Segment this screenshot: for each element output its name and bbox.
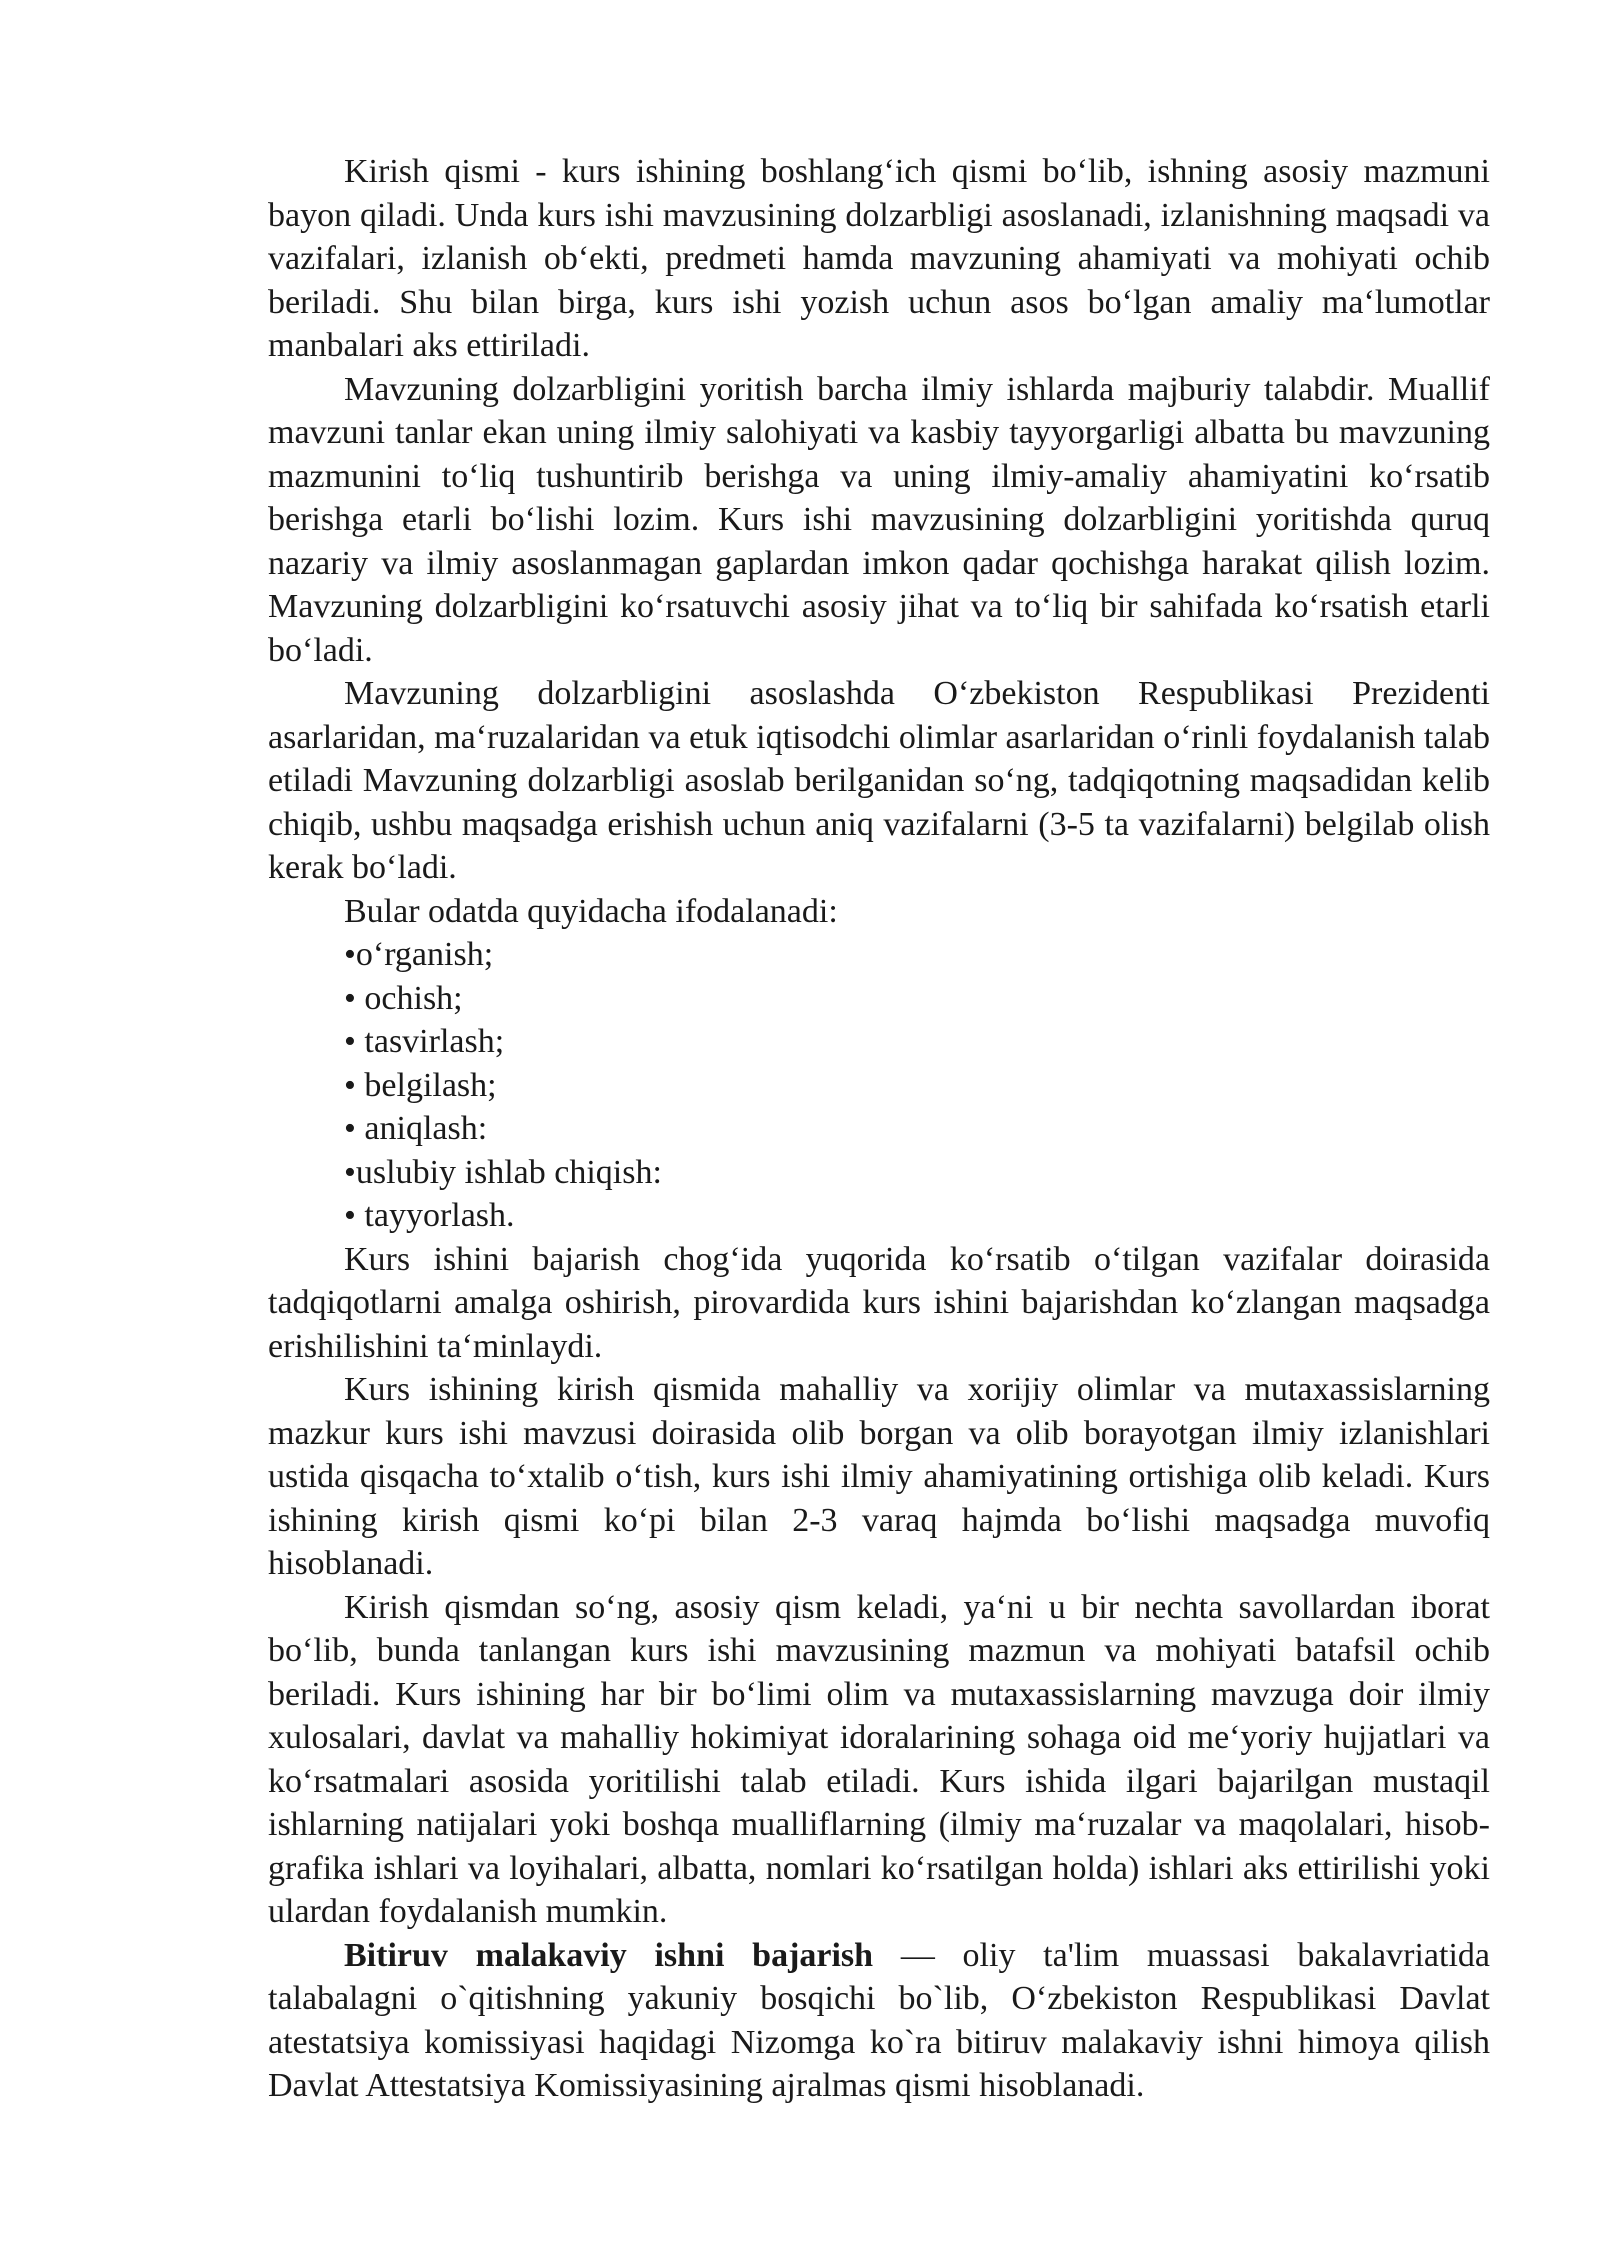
paragraph-introduction-scope: Kurs ishining kirish qismida mahalliy va xorijiy olimlar va mutaxassislarning mazkur kurs ishi mavzusi doirasida olib borgan va olib borayotgan ilmiy izlanishlari ustida qisqacha to‘xtalib o‘tish, kurs ishi ilmiy ahamiyatining ortishiga olib keladi. Kurs ishining kirish qismi ko‘pi bilan 2-3 varaq hajmda bo‘lishi maqsadga muvofiq hisoblanadi. xyxy=(268,1371,1490,1582)
task-list xyxy=(268,933,1490,1238)
paragraph-relevance: Mavzuning dolzarbligini yoritish barcha ilmiy ishlarda majburiy talabdir. Muallif mavzuni tanlar ekan uning ilmiy salohiyati va kasbiy tayyorgarligi albatta bu mavzuning mazmunini to‘liq tushuntirib berishga va uning ilmiy-amaliy ahamiyatini ko‘rsatib berishga etarli bo‘lishi lozim. Kurs ishi mavzusining dolzarbligini yoritishda quruq nazariy va ilmiy asoslanmagan gaplardan imkon qadar qochishga harakat qilish lozim. Mavzuning dolzarbligini ko‘rsatuvchi asosiy jihat va to‘liq bir sahifada ko‘rsatish etarli bo‘ladi. xyxy=(268,370,1490,669)
paragraph-list-intro: Bular odatda quyidacha ifodalanadi: xyxy=(344,892,838,930)
list-item: •uslubiy ishlab chiqish: xyxy=(344,1153,662,1191)
list-item: • tayyorlash. xyxy=(344,1197,515,1234)
document-page xyxy=(268,150,1490,2108)
list-item: •o‘rganish; xyxy=(344,936,494,973)
list-item: • belgilash; xyxy=(344,1066,497,1104)
paragraph-justification: Mavzuning dolzarbligini asoslashda O‘zbekiston Respublikasi Prezidenti asarlaridan, ma‘ruzalaridan va etuk iqtisodchi olimlar asarlaridan o‘rinli foydalanish talab etiladi Mavzuning dolzarbligi asoslab berilganidan so‘ng, tadqiqotning maqsadidan kelib chiqib, ushbu maqsadga erishish uchun aniq vazifalarni (3-5 ta vazifalarni) belgilab olish kerak bo‘ladi. xyxy=(268,675,1490,886)
graduation-work-term: Bitiruv malakaviy ishni bajarish xyxy=(344,1936,874,1974)
paragraph-tasks-execution: Kurs ishini bajarish chog‘ida yuqorida ko‘rsatib o‘tilgan vazifalar doirasida tadqiqotlarni amalga oshirish, pirovardida kurs ishini bajarishdan ko‘zlangan maqsadga erishilishini ta‘minlaydi. xyxy=(268,1240,1490,1365)
paragraph-main-part: Kirish qismdan so‘ng, asosiy qism keladi, ya‘ni u bir nechta savollardan iborat bo‘lib, bunda tanlangan kurs ishi mavzusining mazmun va mohiyati batafsil ochib beriladi. Kurs ishining har bir bo‘limi olim va mutaxassislarning mavzuga doir ilmiy xulosalari, davlat va mahalliy hokimiyat idoralarining sohaga oid me‘yoriy hujjatlari va ko‘rsatmalari asosida yoritilishi talab etiladi. Kurs ishida ilgari bajarilgan mustaqil ishlarning natijalari yoki boshqa mualliflarning (ilmiy ma‘ruzalar va maqolalari, hisob-grafika ishlari va loyihalari, albatta, nomlari ko‘rsatilgan holda) ishlari aks ettirilishi yoki ulardan foydalanish mumkin. xyxy=(268,1588,1490,1930)
list-item: • aniqlash: xyxy=(344,1110,488,1147)
paragraph-intro: Kirish qismi - kurs ishining boshlang‘ich qismi bo‘lib, ishning asosiy mazmuni bayon qiladi. Unda kurs ishi mavzusining dolzarbligi asoslanadi, izlanishning maqsadi va vazifalari, izlanish ob‘ekti, predmeti hamda mavzuning ahamiyati va mohiyati ochib beriladi. Shu bilan birga, kurs ishi yozish uchun asos bo‘lgan amaliy ma‘lumotlar manbalari aks ettiriladi. xyxy=(268,153,1490,364)
list-item: • ochish; xyxy=(344,979,463,1017)
graduation-work-definition: — oliy ta'lim muassasi bakalavriatida talabalagni o`qitishning yakuniy bosqichi bo`lib, O‘zbekiston Respublikasi Davlat atestatsiya komissiyasi haqidagi Nizomga ko`ra bitiruv malakaviy ishni himoya qilish Davlat Attestatsiya Komissiyasining ajralmas qismi hisoblanadi. xyxy=(268,1936,1490,2104)
list-item: • tasvirlash; xyxy=(344,1023,505,1060)
paragraph-graduation-work xyxy=(268,1934,1490,2108)
